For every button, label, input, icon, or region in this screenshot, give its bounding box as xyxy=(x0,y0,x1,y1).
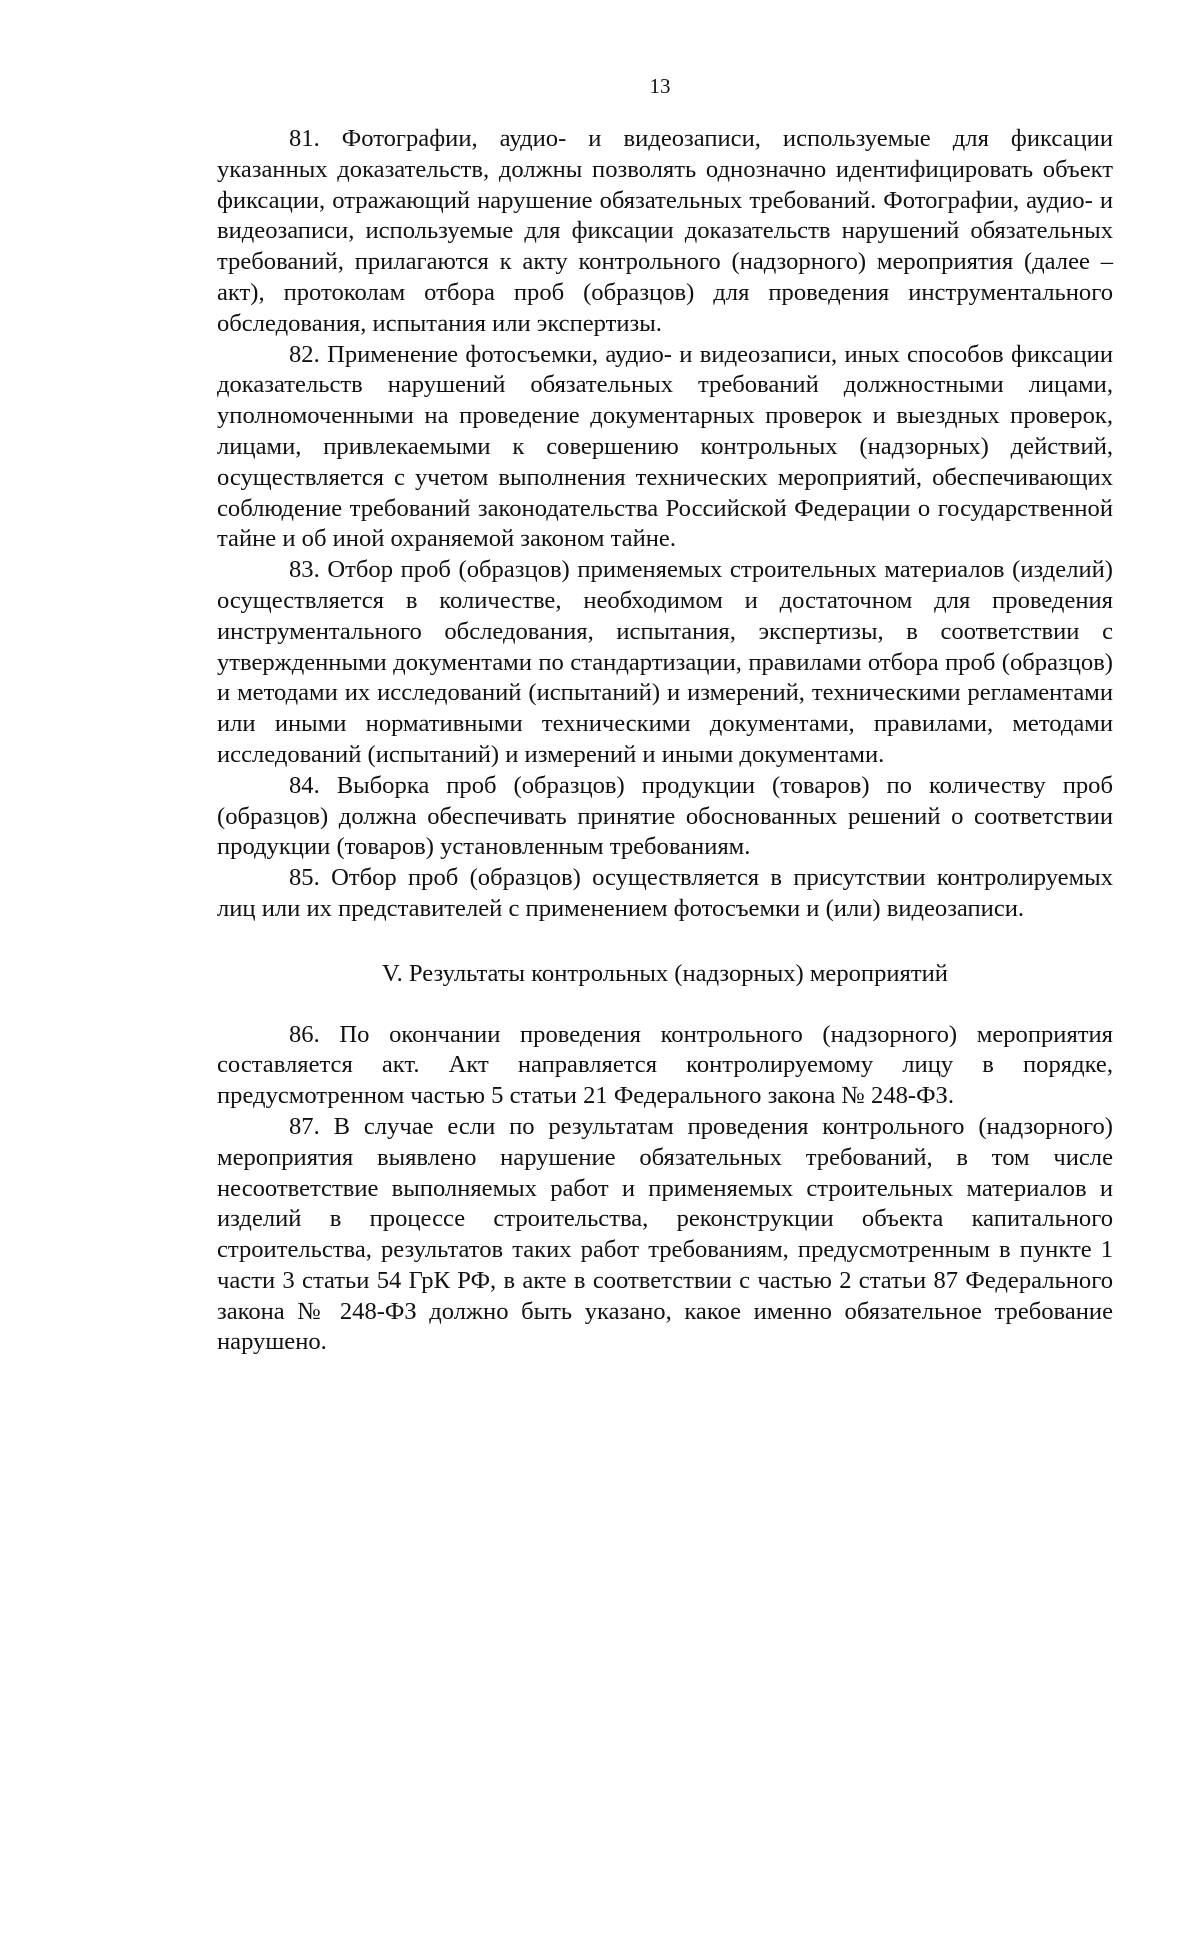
paragraph-87: 87. В случае если по результатам проведения контрольного (надзорного) мероприятия выявлено нарушение обязательных требований, в том числе несоответствие выполняемых работ и применяемых строительных материалов и изделий в процессе строительства, реконструкции объекта капитального строительства, результатов таких работ требованиям, предусмотренным в пункте 1 части 3 статьи 54 ГрК РФ, в акте в соответствии с частью 2 статьи 87 Федерального закона № 248-ФЗ должно быть указано, какое именно обязательное требование нарушено. xyxy=(217,1112,1113,1356)
page-number: 13 xyxy=(649,74,671,98)
document-body xyxy=(217,124,1113,1358)
paragraph-81: 81. Фотографии, аудио- и видеозаписи, используемые для фиксации указанных доказательств, должны позволять однозначно идентифицировать объект фиксации, отражающий нарушение обязательных требований. Фотографии, аудио- и видеозаписи, используемые для фиксации доказательств нарушений обязательных требований, прилагаются к акту контрольного (надзорного) мероприятия (далее – акт), протоколам отбора проб (образцов) для проведения инструментального обследования, испытания или экспертизы. xyxy=(217,125,1113,337)
paragraph-84: 84. Выборка проб (образцов) продукции (товаров) по количеству проб (образцов) должна обеспечивать принятие обоснованных решений о соответствии продукции (товаров) установленным требованиям. xyxy=(217,771,1113,861)
paragraph-85: 85. Отбор проб (образцов) осуществляется в присутствии контролируемых лиц или их представителей с применением фотосъемки и (или) видеозаписи. xyxy=(217,864,1113,922)
paragraph-86: 86. По окончании проведения контрольного (надзорного) мероприятия составляется акт. Акт направляется контролируемому лицу в порядке, предусмотренном частью 5 статьи 21 Федерального закона № 248-ФЗ. xyxy=(217,1020,1113,1110)
paragraph-83: 83. Отбор проб (образцов) применяемых строительных материалов (изделий) осуществляется в количестве, необходимом и достаточном для проведения инструментального обследования, испытания, экспертизы, в соответствии с утвержденными документами по стандартизации, правилами отбора проб (образцов) и методами их исследований (испытаний) и измерений, техническими регламентами или иными нормативными техническими документами, правилами, методами исследований (испытаний) и измерений и иными документами. xyxy=(217,556,1113,768)
section-heading: V. Результаты контрольных (надзорных) мероприятий xyxy=(382,959,948,987)
paragraph-82: 82. Применение фотосъемки, аудио- и видеозаписи, иных способов фиксации доказательств нарушений обязательных требований должностными лицами, уполномоченными на проведение документарных проверок и выездных проверок, лицами, привлекаемыми к совершению контрольных (надзорных) действий, осуществляется с учетом выполнения технических мероприятий, обеспечивающих соблюдение требований законодательства Российской Федерации о государственной тайне и об иной охраняемой законом тайне. xyxy=(217,340,1113,553)
